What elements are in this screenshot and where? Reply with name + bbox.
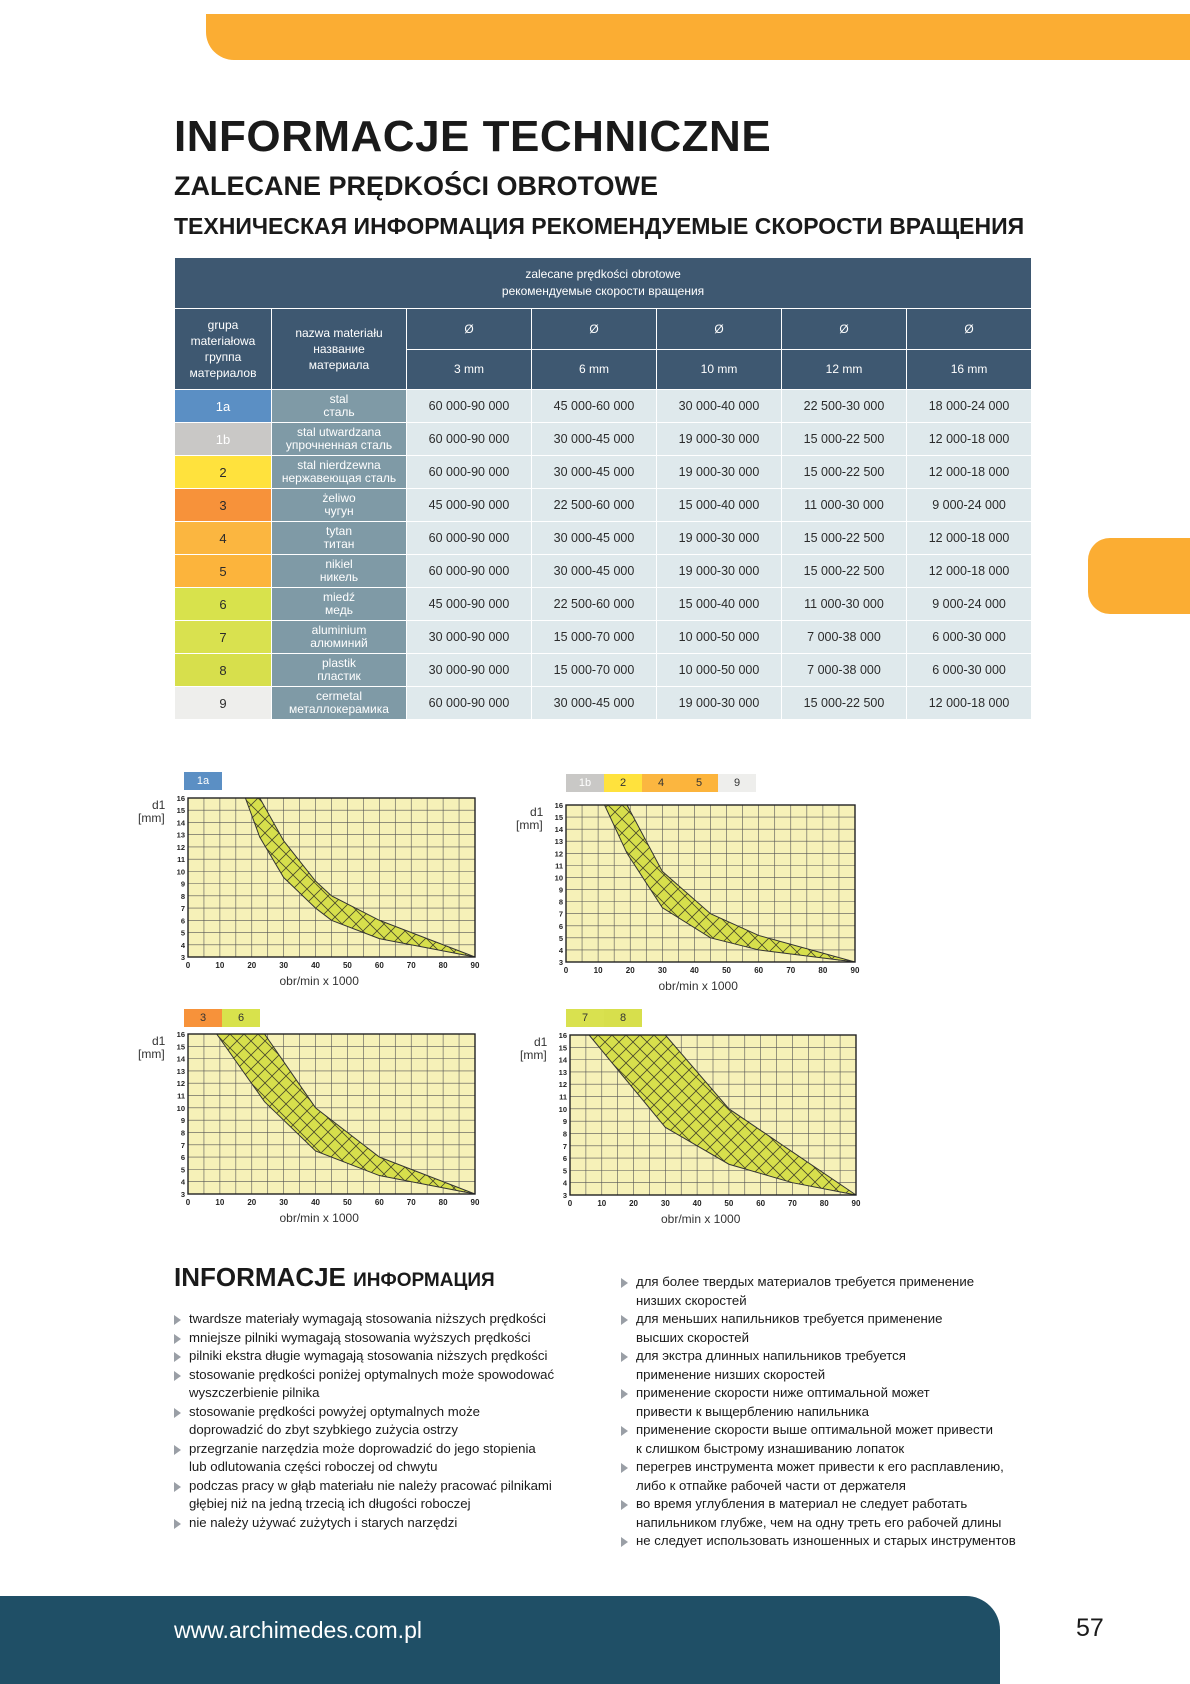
x-tick-label: 10 [215,1198,225,1207]
diameter-symbol: Ø [532,309,657,350]
group-badge: 1a [184,772,222,790]
group-badge: 7 [566,1009,604,1027]
chart-svg [554,801,860,975]
material-cell: stal nierdzewna нержавеющая сталь [272,456,407,489]
y-tick-label: 13 [176,830,185,840]
y-tick-label: 12 [554,849,563,859]
y-tick-label: 3 [180,1190,185,1199]
rpm-value-cell: 15 000-70 000 [532,654,657,687]
rpm-value-cell: 60 000-90 000 [407,555,532,588]
info-list-item: przegrzanie narzędzia może doprowadzić do jego stopienia lub odlutowania części roboczej od chwytu [174,1440,594,1477]
y-tick-label: 4 [180,940,185,950]
x-tick-label: 40 [311,1198,321,1207]
y-tick-label: 12 [176,1079,185,1089]
y-tick-label: 9 [180,879,185,889]
y-tick-label: 15 [554,813,563,823]
info-list-item: stosowanie prędkości poniżej optymalnych może spowodować wyszczerbienie pilnika [174,1366,594,1403]
rpm-value-cell: 60 000-90 000 [407,522,532,555]
rpm-value-cell: 19 000-30 000 [657,423,782,456]
x-tick-label: 80 [819,1199,829,1208]
x-tick-label: 60 [756,1199,766,1208]
y-tick-label: 7 [180,1140,185,1150]
y-tick-label: 8 [180,891,185,901]
y-tick-label: 8 [180,1128,185,1138]
info-list-item: применение скорости ниже оптимальной может привести к выщерблению напильника [621,1384,1041,1421]
group-badge: 9 [718,774,756,792]
rpm-value-cell: 60 000-90 000 [407,687,532,720]
y-tick-label: 10 [176,867,185,877]
x-tick-label: 60 [754,966,764,975]
material-cell: żeliwo чугун [272,489,407,522]
rpm-value-cell: 11 000-30 000 [782,588,907,621]
rpm-value-cell: 7 000-38 000 [782,654,907,687]
rpm-value-cell: 6 000-30 000 [907,654,1032,687]
y-tick-label: 13 [554,837,563,847]
table-row [175,654,1032,687]
size-header: 3 mm [407,349,532,390]
material-group-badges [566,1009,642,1027]
x-tick-label: 70 [406,1198,416,1207]
info-list-pl [174,1310,594,1532]
x-tick-label: 50 [342,961,352,970]
rpm-value-cell: 15 000-40 000 [657,588,782,621]
group-badge: 6 [222,1009,260,1027]
info-list-item: во время углубления в материал не следует работать напильником глубже, чем на одну треть его рабочей длины [621,1495,1041,1532]
y-axis-unit: [mm] [138,1047,165,1061]
x-tick-label: 10 [215,961,225,970]
x-tick-label: 20 [247,961,257,970]
x-tick-label: 20 [247,1198,257,1207]
y-tick-label: 7 [562,1141,567,1151]
x-tick-label: 50 [724,1199,734,1208]
group-badge: 2 [604,774,642,792]
rpm-value-cell: 12 000-18 000 [907,522,1032,555]
diameter-symbol: Ø [907,309,1032,350]
y-tick-label: 16 [554,801,563,810]
x-tick-label: 40 [311,961,321,970]
group-badge: 8 [604,1009,642,1027]
x-tick-label: 50 [342,1198,352,1207]
y-axis-label: d1 [152,798,166,812]
page-subtitle-ru: ТЕХНИЧЕСКАЯ ИНФОРМАЦИЯ РЕКОМЕНДУЕМЫЕ СКОРОСТИ ВРАЩЕНИЯ [174,213,1025,239]
y-tick-label: 11 [177,855,185,865]
table-row [175,522,1032,555]
page-title: INFORMACJE TECHNICZNE [174,112,772,161]
group-badge: 3 [184,1009,222,1027]
rpm-value-cell: 15 000-22 500 [782,522,907,555]
x-tick-label: 80 [818,966,828,975]
x-tick-label: 90 [850,966,860,975]
x-axis-label: obr/min x 1000 [279,1211,359,1225]
y-tick-label: 11 [177,1091,185,1101]
y-tick-label: 15 [176,806,185,816]
x-tick-label: 90 [470,1198,480,1207]
table-row [175,390,1032,423]
rpm-value-cell: 15 000-22 500 [782,555,907,588]
y-tick-label: 14 [554,825,563,835]
table-row [175,621,1032,654]
rpm-value-cell: 30 000-90 000 [407,654,532,687]
x-tick-label: 10 [597,1199,607,1208]
group-badge: 5 [680,774,718,792]
x-tick-label: 40 [692,1199,702,1208]
material-cell: nikiel никель [272,555,407,588]
y-axis-unit: [mm] [516,818,543,832]
rpm-value-cell: 12 000-18 000 [907,456,1032,489]
info-list-item: для экстра длинных напильников требуется применение низших скоростей [621,1347,1041,1384]
y-tick-label: 8 [558,897,563,907]
y-tick-label: 11 [555,861,563,871]
y-tick-label: 16 [176,794,185,803]
rpm-value-cell: 7 000-38 000 [782,621,907,654]
material-cell: miedź медь [272,588,407,621]
rpm-value-cell: 9 000-24 000 [907,588,1032,621]
rpm-value-cell: 60 000-90 000 [407,423,532,456]
table-row [175,423,1032,456]
x-tick-label: 0 [567,1199,573,1208]
y-tick-label: 14 [176,818,185,828]
y-tick-label: 10 [554,873,563,883]
y-tick-label: 5 [558,933,563,943]
y-tick-label: 14 [176,1054,185,1064]
info-list-item: mniejsze pilniki wymagają stosowania wyższych prędkości [174,1329,594,1348]
y-tick-label: 5 [180,1165,185,1175]
diameter-symbol: Ø [407,309,532,350]
material-cell: stal сталь [272,390,407,423]
group-badge: 1b [566,774,604,792]
y-tick-label: 3 [558,958,563,967]
x-tick-label: 80 [438,961,448,970]
footer-url[interactable]: www.archimedes.com.pl [174,1617,422,1643]
page-subtitle: ZALECANE PRĘDKOŚCI OBROTOWE [174,171,659,201]
rpm-value-cell: 6 000-30 000 [907,621,1032,654]
y-tick-label: 7 [180,904,185,914]
size-header: 6 mm [532,349,657,390]
x-tick-label: 70 [406,961,416,970]
rpm-value-cell: 15 000-70 000 [532,621,657,654]
y-tick-label: 12 [176,842,185,852]
rpm-value-cell: 9 000-24 000 [907,489,1032,522]
y-tick-label: 6 [558,921,563,931]
chart-svg [558,1031,861,1208]
info-list-item: twardsze materiały wymagają stosowania niższych prędkości [174,1310,594,1329]
table-row [175,456,1032,489]
x-tick-label: 10 [593,966,603,975]
x-tick-label: 70 [786,966,796,975]
rpm-value-cell: 22 500-60 000 [532,588,657,621]
y-axis-unit: [mm] [138,811,165,825]
group-cell: 4 [175,522,272,555]
x-tick-label: 50 [722,966,732,975]
speed-chart [176,794,480,970]
y-tick-label: 9 [558,885,563,895]
info-list-item: stosowanie prędkości powyżej optymalnych może doprowadzić do zbyt szybkiego zużycia ostrzy [174,1403,594,1440]
y-tick-label: 5 [562,1166,567,1176]
y-axis-label: d1 [152,1034,166,1048]
y-axis-unit: [mm] [520,1048,547,1062]
rpm-value-cell: 45 000-60 000 [532,390,657,423]
y-tick-label: 4 [558,945,563,955]
y-tick-label: 10 [558,1104,567,1114]
y-tick-label: 5 [180,928,185,938]
x-tick-label: 40 [689,966,699,975]
info-list-ru [621,1273,1041,1551]
material-cell: aluminium алюминий [272,621,407,654]
x-tick-label: 30 [279,961,289,970]
group-cell: 9 [175,687,272,720]
info-list-item: применение скорости выше оптимальной может привести к слишком быстрому изнашиванию лопаток [621,1421,1041,1458]
rpm-value-cell: 22 500-60 000 [532,489,657,522]
group-cell: 7 [175,621,272,654]
x-axis-label: obr/min x 1000 [658,979,738,993]
info-list-item: не следует использовать изношенных и старых инструментов [621,1532,1041,1551]
rpm-value-cell: 45 000-90 000 [407,588,532,621]
rpm-value-cell: 12 000-18 000 [907,555,1032,588]
table-row [175,687,1032,720]
diameter-symbol: Ø [657,309,782,350]
x-tick-label: 60 [374,1198,384,1207]
x-axis-label: obr/min x 1000 [661,1212,741,1226]
rpm-value-cell: 15 000-22 500 [782,687,907,720]
group-cell: 1b [175,423,272,456]
y-tick-label: 3 [562,1191,567,1200]
rpm-value-cell: 19 000-30 000 [657,522,782,555]
y-tick-label: 13 [176,1066,185,1076]
y-tick-label: 4 [562,1178,567,1188]
group-cell: 6 [175,588,272,621]
x-tick-label: 20 [629,1199,639,1208]
speed-chart [558,1031,861,1208]
y-tick-label: 7 [558,909,563,919]
group-cell: 3 [175,489,272,522]
rpm-value-cell: 30 000-40 000 [657,390,782,423]
y-tick-label: 12 [558,1080,567,1090]
y-tick-label: 16 [558,1031,567,1040]
group-cell: 8 [175,654,272,687]
y-tick-label: 14 [558,1055,567,1065]
speed-chart [176,1030,480,1207]
diameter-symbol: Ø [782,309,907,350]
x-tick-label: 30 [279,1198,289,1207]
info-list-item: pilniki ekstra długie wymagają stosowania niższych prędkości [174,1347,594,1366]
material-group-badges [566,774,756,792]
x-axis-label: obr/min x 1000 [279,974,359,988]
group-cell: 1a [175,390,272,423]
rpm-value-cell: 12 000-18 000 [907,423,1032,456]
rpm-value-cell: 30 000-90 000 [407,621,532,654]
side-accent-tab [1088,538,1190,614]
table-row [175,555,1032,588]
group-column-header: grupa materiałowa группа материалов [175,309,272,390]
rpm-value-cell: 11 000-30 000 [782,489,907,522]
rpm-value-cell: 18 000-24 000 [907,390,1032,423]
speed-chart [554,801,860,975]
y-tick-label: 3 [180,953,185,962]
info-title: INFORMACJE ИНФОРМАЦИЯ [174,1262,495,1292]
table-title-ru: рекомендуемые скорости вращения [501,284,705,298]
rpm-value-cell: 19 000-30 000 [657,687,782,720]
chart-svg [176,794,480,970]
rpm-value-cell: 15 000-22 500 [782,423,907,456]
info-list-item: nie należy używać zużytych i starych narzędzi [174,1514,594,1533]
y-tick-label: 8 [562,1129,567,1139]
rpm-value-cell: 19 000-30 000 [657,555,782,588]
y-tick-label: 15 [558,1043,567,1053]
table-row [175,489,1032,522]
material-cell: tytan титан [272,522,407,555]
info-list-item: podczas pracy w głąb materiału nie należy pracować pilnikami głębiej niż na jedną trzecią ich długości roboczej [174,1477,594,1514]
rpm-table [174,257,1032,720]
material-group-badges [184,772,222,790]
size-header: 12 mm [782,349,907,390]
x-tick-label: 0 [185,1198,191,1207]
rpm-value-cell: 45 000-90 000 [407,489,532,522]
rpm-value-cell: 15 000-22 500 [782,456,907,489]
y-tick-label: 6 [180,1153,185,1163]
rpm-value-cell: 22 500-30 000 [782,390,907,423]
material-group-badges [184,1009,260,1027]
rpm-value-cell: 30 000-45 000 [532,423,657,456]
y-tick-label: 9 [562,1117,567,1127]
y-tick-label: 11 [559,1092,567,1102]
x-tick-label: 60 [374,961,384,970]
y-tick-label: 6 [562,1154,567,1164]
x-tick-label: 30 [660,1199,670,1208]
x-tick-label: 90 [470,961,480,970]
x-tick-label: 30 [657,966,667,975]
x-tick-label: 0 [563,966,569,975]
page-number: 57 [1076,1614,1104,1642]
size-header: 16 mm [907,349,1032,390]
x-tick-label: 70 [787,1199,797,1208]
material-column-header: nazwa materiału название материала [272,309,407,390]
material-cell: plastik пластик [272,654,407,687]
info-list-item: перегрев инструмента может привести к его расплавлению, либо к отпайке рабочей части от держателя [621,1458,1041,1495]
rpm-value-cell: 30 000-45 000 [532,555,657,588]
material-cell: cermetal металлокерамика [272,687,407,720]
info-list-item: для меньших напильников требуется применение высших скоростей [621,1310,1041,1347]
group-cell: 2 [175,456,272,489]
y-tick-label: 4 [180,1177,185,1187]
rpm-table-body [175,390,1032,720]
rpm-value-cell: 60 000-90 000 [407,390,532,423]
x-tick-label: 80 [438,1198,448,1207]
y-tick-label: 16 [176,1030,185,1039]
rpm-value-cell: 60 000-90 000 [407,456,532,489]
y-tick-label: 9 [180,1116,185,1126]
info-list-item: для более твердых материалов требуется применение низших скоростей [621,1273,1041,1310]
rpm-value-cell: 30 000-45 000 [532,522,657,555]
y-tick-label: 15 [176,1042,185,1052]
size-header: 10 mm [657,349,782,390]
material-cell: stal utwardzana упрочненная сталь [272,423,407,456]
y-tick-label: 13 [558,1067,567,1077]
x-tick-label: 90 [851,1199,861,1208]
group-cell: 5 [175,555,272,588]
rpm-value-cell: 30 000-45 000 [532,687,657,720]
x-tick-label: 0 [185,961,191,970]
chart-svg [176,1030,480,1207]
rpm-value-cell: 10 000-50 000 [657,654,782,687]
footer-bar [0,1596,1000,1684]
rpm-value-cell: 12 000-18 000 [907,687,1032,720]
table-title-pl: zalecane prędkości obrotowe [525,267,681,281]
rpm-value-cell: 10 000-50 000 [657,621,782,654]
table-row [175,588,1032,621]
group-badge: 4 [642,774,680,792]
top-accent-bar [206,14,1190,60]
rpm-value-cell: 30 000-45 000 [532,456,657,489]
y-axis-label: d1 [530,805,544,819]
y-tick-label: 10 [176,1103,185,1113]
table-title [175,258,1032,309]
y-tick-label: 6 [180,916,185,926]
rpm-value-cell: 15 000-40 000 [657,489,782,522]
rpm-value-cell: 19 000-30 000 [657,456,782,489]
y-axis-label: d1 [534,1035,548,1049]
x-tick-label: 20 [625,966,635,975]
